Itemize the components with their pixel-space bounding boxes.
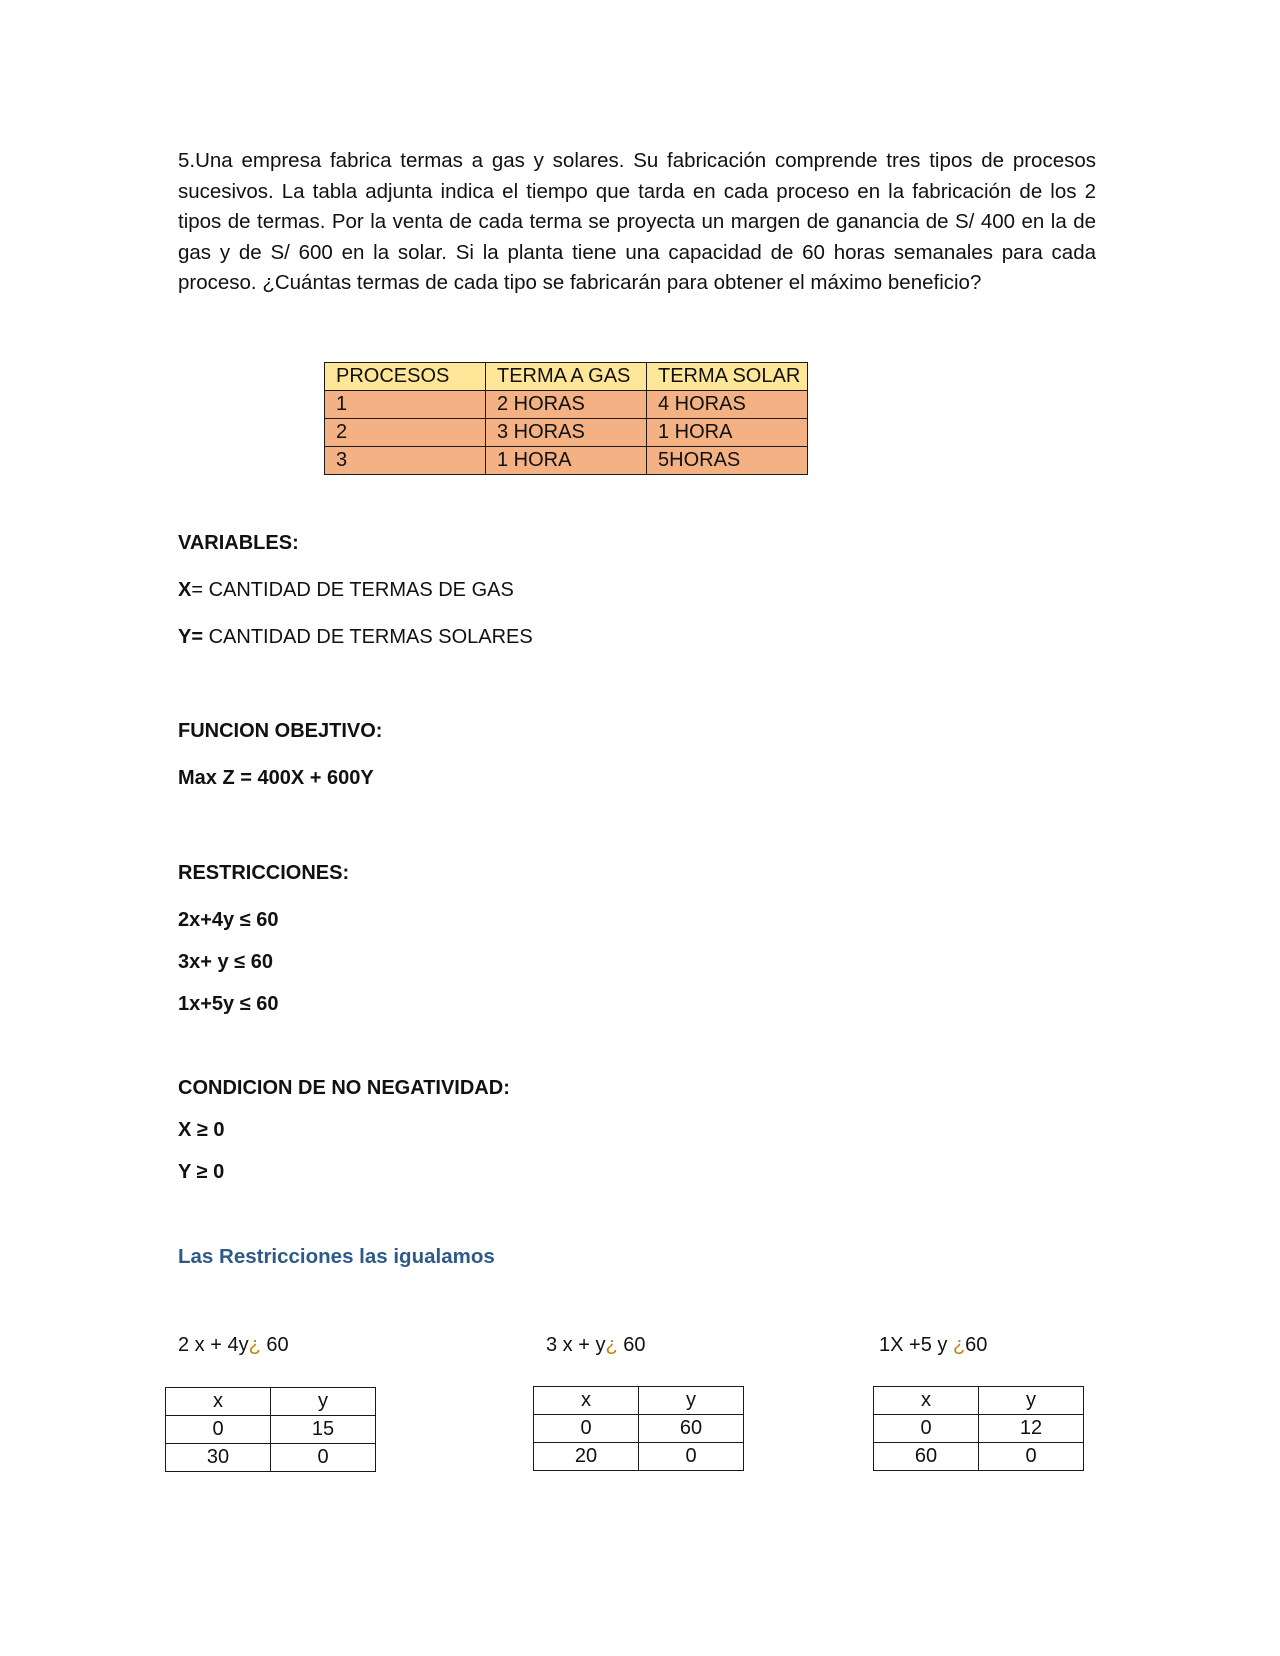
table-row <box>325 391 808 419</box>
table-cell: 15 <box>271 1416 376 1444</box>
table-cell: 4 HORAS <box>647 391 808 419</box>
table-cell: 0 <box>874 1415 979 1443</box>
non-negativity-x: X ≥ 0 <box>178 1119 225 1141</box>
table-cell: 1 <box>325 391 486 419</box>
header-cell: y <box>979 1387 1084 1415</box>
table-cell: 3 HORAS <box>486 419 647 447</box>
constraint-1: 2x+4y ≤ 60 <box>178 909 279 931</box>
table-cell: 5HORAS <box>647 447 808 475</box>
equation-left: 3 x + y <box>546 1334 606 1356</box>
variable-y-text: CANTIDAD DE TERMAS SOLARES <box>203 626 533 648</box>
problem-statement: 5.Una empresa fabrica termas a gas y solares. Su fabricación comprende tres tipos de procesos sucesivos. La tabla adjunta indica el tiempo que tarda en cada proceso en la fabricación de los 2 tipos de termas. Por la venta de cada terma se proyecta un margen de ganancia de S/ 400 en la de gas y de S/ 600 en la solar. Si la planta tiene una capacidad de 60 horas semanales para cada proceso. ¿Cuántas termas de cada tipo se fabricarán para obtener el máximo beneficio? <box>178 149 1096 294</box>
header-cell: PROCESOS <box>325 363 486 391</box>
header-cell: y <box>639 1387 744 1415</box>
process-time-table <box>324 362 808 475</box>
constraint-2: 3x+ y ≤ 60 <box>178 951 273 973</box>
table-cell: 0 <box>271 1444 376 1472</box>
objective-heading: FUNCION OBEJTIVO: <box>178 720 383 742</box>
header-cell: x <box>534 1387 639 1415</box>
table-cell: 60 <box>874 1443 979 1471</box>
table-cell: 60 <box>639 1415 744 1443</box>
header-cell: x <box>166 1388 271 1416</box>
table-row <box>325 447 808 475</box>
table-row <box>166 1444 376 1472</box>
variable-x <box>178 579 514 602</box>
table-header-row <box>534 1387 744 1415</box>
equation-right: 60 <box>260 1334 289 1356</box>
variable-x-text: = CANTIDAD DE TERMAS DE GAS <box>191 579 514 601</box>
table-cell: 12 <box>979 1415 1084 1443</box>
table-cell: 3 <box>325 447 486 475</box>
variable-y-label: Y= <box>178 626 204 648</box>
points-table-1 <box>165 1387 376 1472</box>
table-cell: 1 HORA <box>486 447 647 475</box>
objective-formula: Max Z = 400X + 600Y <box>178 767 374 789</box>
equation-2 <box>546 1334 646 1357</box>
table-row <box>534 1443 744 1471</box>
table-cell: 0 <box>979 1443 1084 1471</box>
equation-left: 2 x + 4y <box>178 1334 249 1356</box>
table-row <box>874 1443 1084 1471</box>
constraint-3: 1x+5y ≤ 60 <box>178 993 279 1015</box>
table-header-row <box>166 1388 376 1416</box>
equation-mark: ¿ <box>952 1334 966 1356</box>
table-header-row <box>325 363 808 391</box>
equation-3 <box>879 1334 987 1357</box>
table-cell: 1 HORA <box>647 419 808 447</box>
equation-right: 60 <box>617 1334 646 1356</box>
equation-1 <box>178 1334 289 1357</box>
table-cell: 0 <box>166 1416 271 1444</box>
points-table-3 <box>873 1386 1084 1471</box>
header-cell: TERMA SOLAR <box>647 363 808 391</box>
equation-right: 60 <box>965 1334 988 1356</box>
constraints-heading: RESTRICCIONES: <box>178 862 350 884</box>
points-table-2 <box>533 1386 744 1471</box>
variable-x-label: X <box>178 579 192 601</box>
table-row <box>534 1415 744 1443</box>
variables-heading: VARIABLES: <box>178 532 299 554</box>
table-cell: 2 HORAS <box>486 391 647 419</box>
table-cell: 30 <box>166 1444 271 1472</box>
non-negativity-heading: CONDICION DE NO NEGATIVIDAD: <box>178 1077 510 1099</box>
header-cell: x <box>874 1387 979 1415</box>
variable-y <box>178 626 533 649</box>
equation-mark: ¿ <box>605 1334 618 1356</box>
table-row <box>874 1415 1084 1443</box>
table-cell: 2 <box>325 419 486 447</box>
equalize-heading: Las Restricciones las igualamos <box>178 1245 495 1268</box>
equation-mark: ¿ <box>248 1334 261 1356</box>
header-cell: y <box>271 1388 376 1416</box>
table-cell: 0 <box>639 1443 744 1471</box>
table-cell: 0 <box>534 1415 639 1443</box>
table-cell: 20 <box>534 1443 639 1471</box>
equation-left: 1X +5 y <box>879 1334 953 1356</box>
table-row <box>325 419 808 447</box>
table-row <box>166 1416 376 1444</box>
table-header-row <box>874 1387 1084 1415</box>
non-negativity-y: Y ≥ 0 <box>178 1161 225 1183</box>
header-cell: TERMA A GAS <box>486 363 647 391</box>
